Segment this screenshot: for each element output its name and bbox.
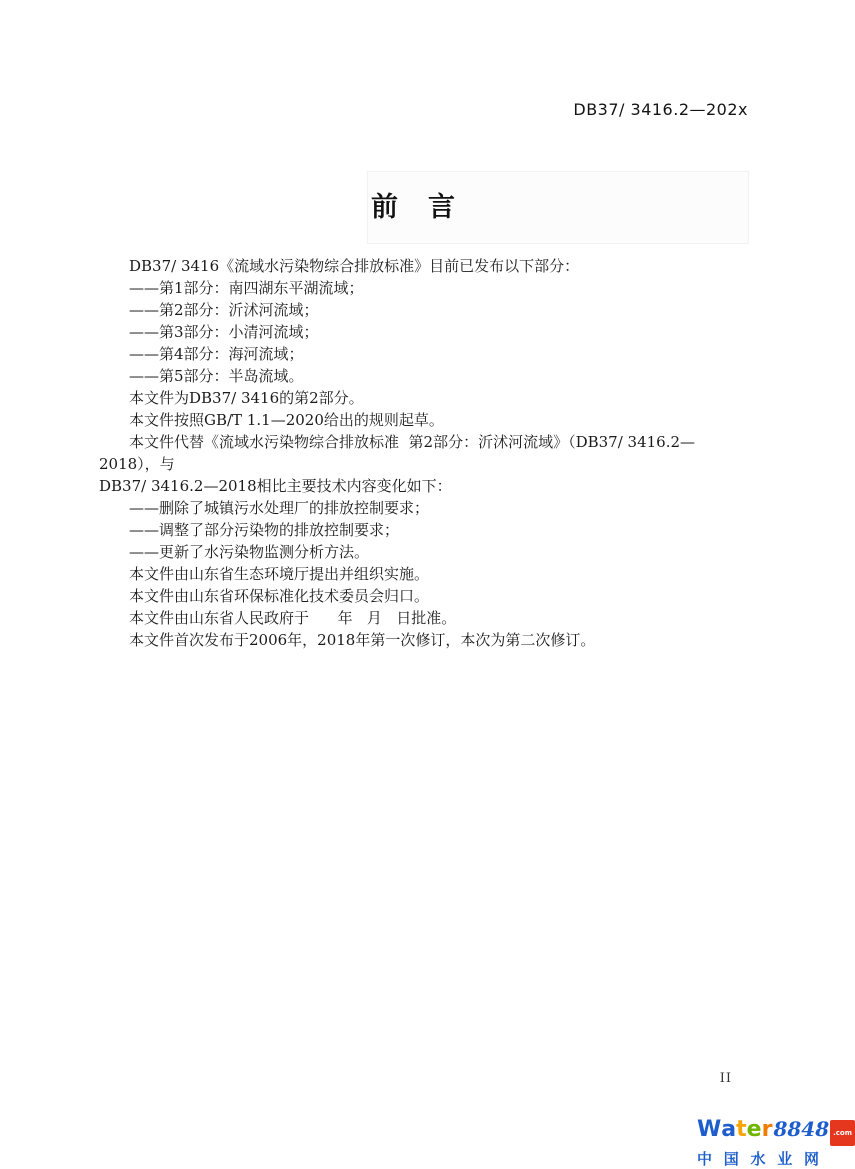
- foreword-line: ——更新了水污染物监测分析方法。: [129, 543, 370, 561]
- brand-number: 8848: [773, 1117, 830, 1141]
- foreword-line: 本文件代替《流域水污染物综合排放标准 第2部分：沂沭河流域》（DB37/ 3416.2—2018），与: [99, 433, 696, 473]
- site-name-char: 国: [723, 1150, 739, 1168]
- doc-code: DB37/ 3416.2—202x: [573, 100, 748, 119]
- site-name-char: 水: [750, 1150, 766, 1168]
- brand-letter: t: [736, 1117, 747, 1142]
- foreword-line: 本文件由山东省生态环境厅提出并组织实施。: [129, 565, 430, 583]
- watermark-brand-row: [697, 1117, 853, 1147]
- watermark-logo: [697, 1117, 853, 1169]
- watermark-site-name: [697, 1148, 819, 1169]
- site-name-char: 网: [803, 1150, 819, 1168]
- brand-letter: W: [697, 1117, 722, 1142]
- site-name-char: 中: [697, 1150, 713, 1168]
- foreword-line: 本文件为DB37/ 3416的第2部分。: [129, 389, 364, 407]
- foreword-line: DB37/ 3416.2—2018相比主要技术内容变化如下：: [99, 477, 452, 495]
- foreword-line: 本文件按照GB/T 1.1—2020给出的规则起草。: [129, 411, 444, 429]
- foreword-body: [99, 255, 751, 651]
- page-number: II: [719, 1071, 732, 1086]
- foreword-line: ——调整了部分污染物的排放控制要求；: [129, 521, 400, 539]
- foreword-title-char-2: 言: [428, 192, 455, 223]
- brand-letter: a: [721, 1117, 737, 1142]
- brand-letter: r: [761, 1117, 773, 1142]
- brand-letter: e: [746, 1117, 762, 1142]
- foreword-line: ——第5部分：半岛流域。: [129, 367, 304, 385]
- foreword-line: 本文件首次发布于2006年，2018年第一次修订，本次为第二次修订。: [129, 631, 596, 649]
- foreword-line: ——第4部分：海河流域；: [129, 345, 304, 363]
- foreword-line: DB37/ 3416《流域水污染物综合排放标准》目前已发布以下部分：: [129, 257, 580, 275]
- brand-tld-badge: .com: [830, 1120, 855, 1146]
- foreword-line: ——删除了城镇污水处理厂的排放控制要求；: [129, 499, 430, 517]
- foreword-line: ——第3部分：小清河流域；: [129, 323, 319, 341]
- site-name-char: 业: [777, 1150, 793, 1168]
- foreword-line: ——第2部分：沂沭河流域；: [129, 301, 319, 319]
- foreword-line: 本文件由山东省环保标准化技术委员会归口。: [129, 587, 430, 605]
- foreword-title-char-1: 前: [371, 192, 398, 223]
- foreword-line: ——第1部分：南四湖东平湖流域；: [129, 279, 364, 297]
- foreword-title: [0, 185, 826, 224]
- foreword-line: 本文件由山东省人民政府于 年 月 日批准。: [129, 609, 457, 627]
